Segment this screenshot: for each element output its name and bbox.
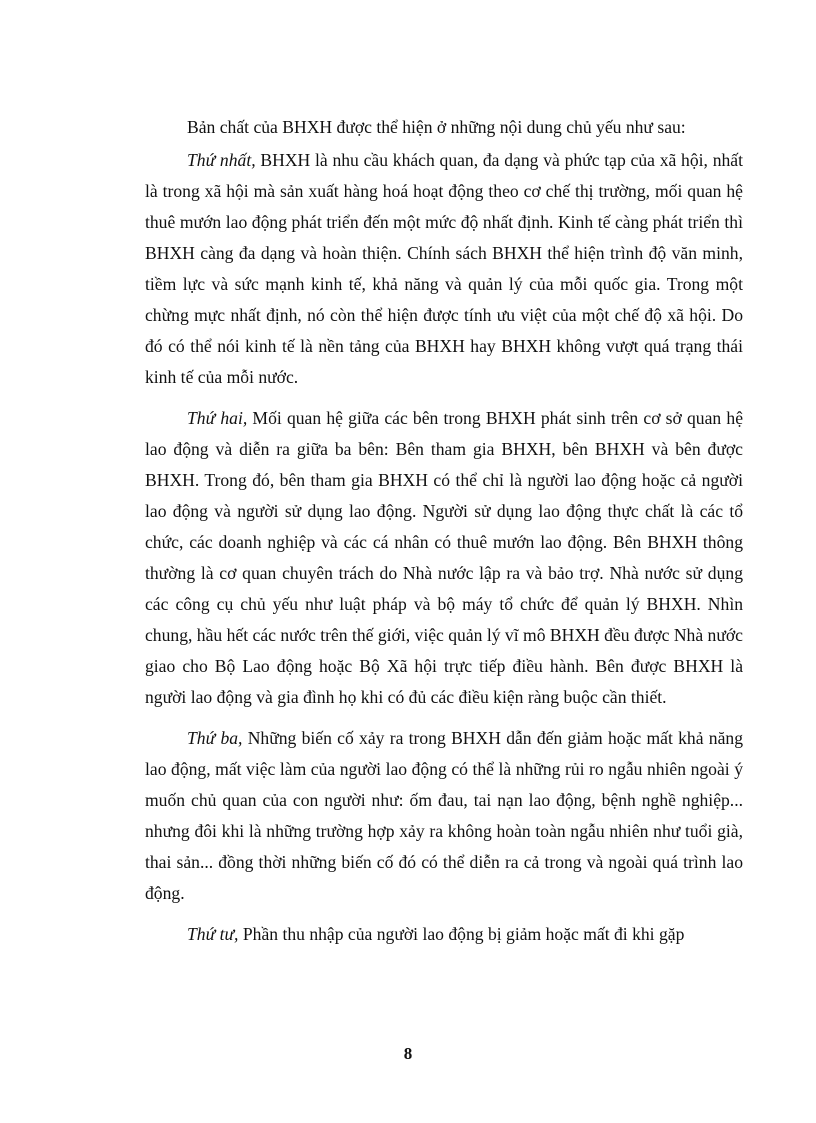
- paragraph-lead: Thứ nhất,: [187, 150, 256, 170]
- paragraph-3: [145, 723, 743, 909]
- paragraph-text: Phần thu nhập của người lao động bị giảm hoặc mất đi khi gặp: [238, 924, 685, 944]
- paragraph-text: Những biến cố xảy ra trong BHXH dẫn đến giảm hoặc mất khả năng lao động, mất việc làm của người lao động có thể là những rủi ro ngẫu nhiên ngoài ý muốn chủ quan của con người như: ốm đau, tai nạn lao động, bệnh nghề nghiệp... nhưng đôi khi là những trường hợp xảy ra không hoàn toàn ngẫu nhiên như tuổi già, thai sản... đồng thời những biến cố đó có thể diễn ra cả trong và ngoài quá trình lao động.: [145, 728, 743, 903]
- intro-paragraph: Bản chất của BHXH được thể hiện ở những nội dung chủ yếu như sau:: [187, 117, 686, 137]
- paragraph-text: Mối quan hệ giữa các bên trong BHXH phát sinh trên cơ sở quan hệ lao động và diễn ra giữa ba bên: Bên tham gia BHXH, bên BHXH và bên được BHXH. Trong đó, bên tham gia BHXH có thể chỉ là người lao động hoặc cả người lao động và người sử dụng lao động. Người sử dụng lao động thực chất là các tổ chức, các doanh nghiệp và các cá nhân có thuê mướn lao động. Bên BHXH thông thường là cơ quan chuyên trách do Nhà nước lập ra và bảo trợ. Nhà nước sử dụng các công cụ chủ yếu như luật pháp và bộ máy tổ chức để quản lý BHXH. Nhìn chung, hầu hết các nước trên thế giới, việc quản lý vĩ mô BHXH đều được Nhà nước giao cho Bộ Lao động hoặc Bộ Xã hội trực tiếp điều hành. Bên được BHXH là người lao động và gia đình họ khi có đủ các điều kiện ràng buộc cần thiết.: [145, 408, 743, 707]
- document-body: [145, 112, 743, 960]
- paragraph-lead: Thứ tư,: [187, 924, 239, 944]
- paragraph-4: [145, 919, 743, 950]
- paragraph-lead: Thứ hai,: [187, 408, 248, 428]
- paragraph-text: BHXH là nhu cầu khách quan, đa dạng và phức tạp của xã hội, nhất là trong xã hội mà sản xuất hàng hoá hoạt động theo cơ chế thị trường, mối quan hệ thuê mướn lao động phát triển đến một mức độ nhất định. Kinh tế càng phát triển thì BHXH càng đa dạng và hoàn thiện. Chính sách BHXH thể hiện trình độ văn minh, tiềm lực và sức mạnh kinh tế, khả năng và quản lý của mỗi quốc gia. Trong một chừng mực nhất định, nó còn thể hiện được tính ưu việt của một chế độ xã hội. Do đó có thể nói kinh tế là nền tảng của BHXH hay BHXH không vượt quá trạng thái kinh tế của mỗi nước.: [145, 150, 743, 387]
- page-number: 8: [403, 1044, 413, 1063]
- paragraph-2: [145, 403, 743, 713]
- paragraph-1: [145, 145, 743, 393]
- paragraph-lead: Thứ ba,: [187, 728, 243, 748]
